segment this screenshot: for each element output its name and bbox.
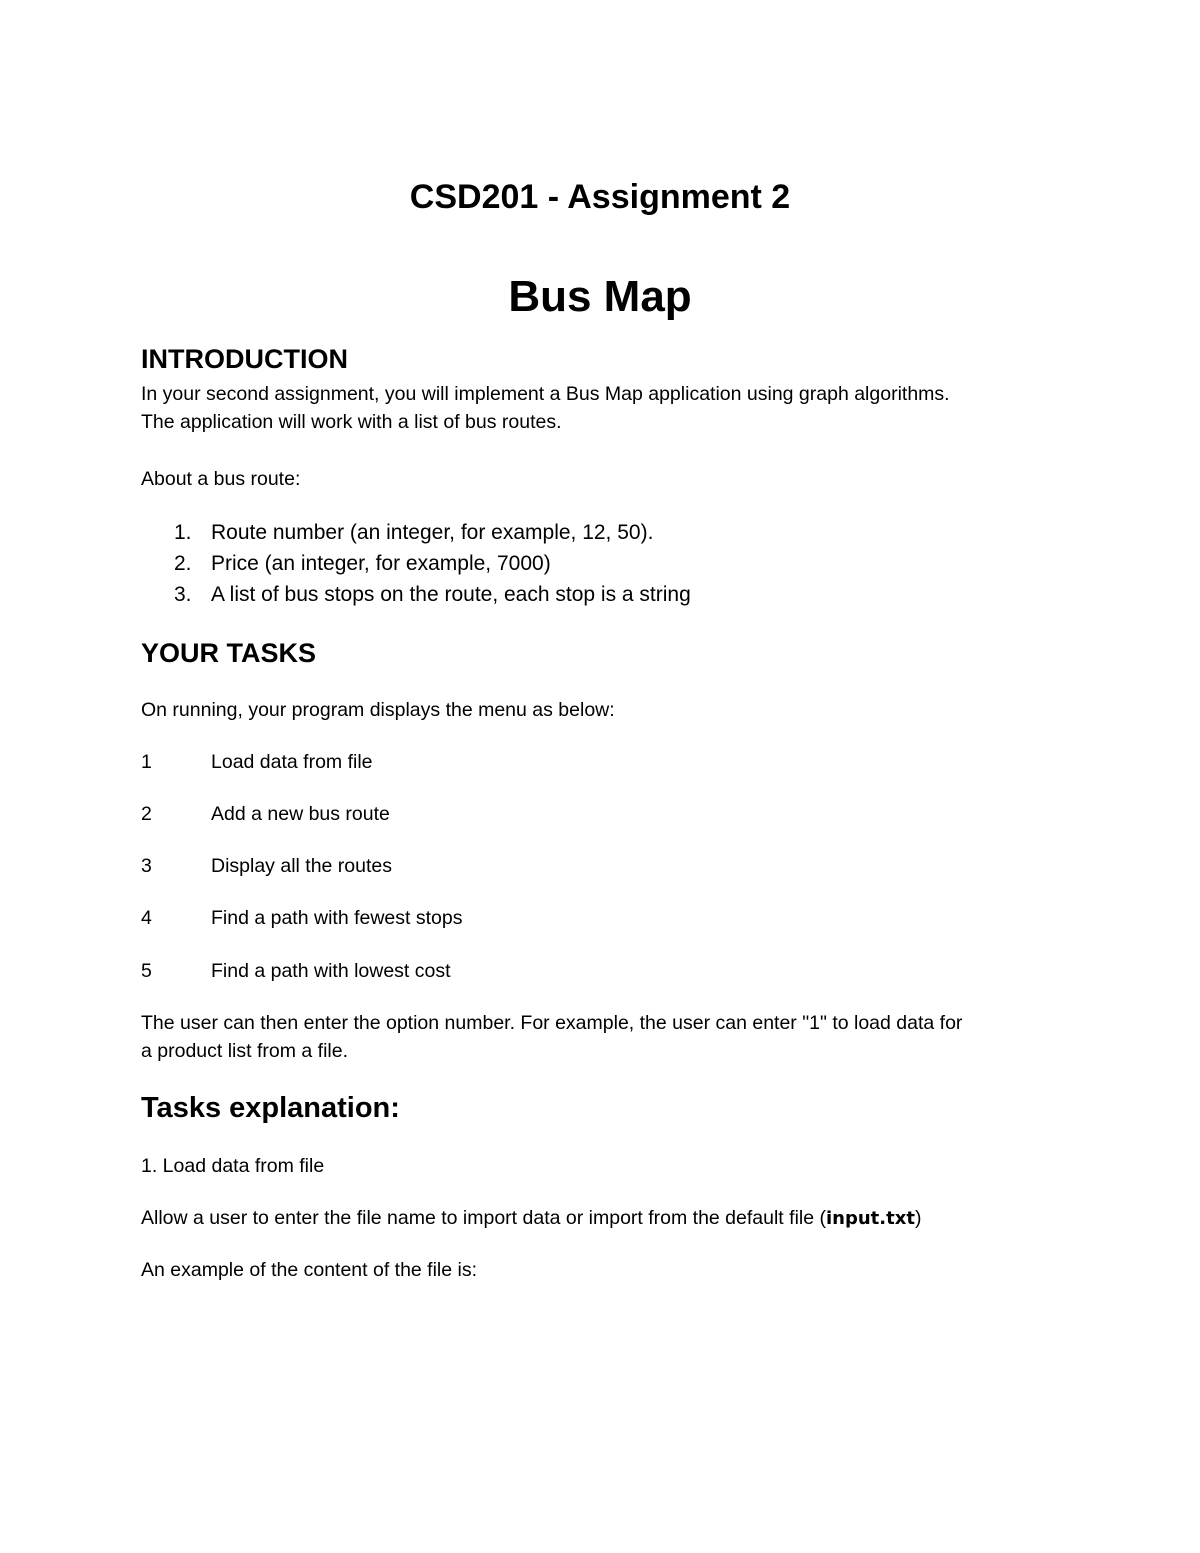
menu-option-fewest-stops: Find a path with fewest stops — [211, 907, 463, 929]
list-item-number: 1. — [174, 521, 192, 544]
about-bus-route: About a bus route: — [141, 468, 301, 490]
menu-option-number: 5 — [141, 960, 152, 982]
task-1-description — [141, 1204, 921, 1233]
your-tasks-heading: YOUR TASKS — [141, 638, 317, 668]
menu-option-load-data: Load data from file — [211, 751, 373, 773]
task-1-desc-suffix: ) — [914, 1207, 922, 1229]
intro-line-2: The application will work with a list of bus routes. — [141, 411, 562, 433]
list-item-number: 3. — [174, 583, 192, 606]
default-file-name: input.txt — [826, 1208, 915, 1229]
task-1-desc-prefix: Allow a user to enter the file name to import data or import from the default file ( — [141, 1207, 826, 1229]
list-item: A list of bus stops on the route, each stop is a string — [211, 583, 691, 606]
menu-option-number: 3 — [141, 855, 152, 877]
list-item: Price (an integer, for example, 7000) — [211, 552, 551, 575]
list-item-number: 2. — [174, 552, 192, 575]
menu-option-number: 1 — [141, 751, 152, 773]
task-1-title: 1. Load data from file — [141, 1155, 325, 1177]
menu-option-number: 4 — [141, 907, 152, 929]
menu-option-number: 2 — [141, 803, 152, 825]
tasks-explanation-heading: Tasks explanation: — [141, 1092, 400, 1124]
menu-option-display-routes: Display all the routes — [211, 855, 393, 877]
file-example-intro: An example of the content of the file is: — [141, 1259, 478, 1281]
menu-option-add-route: Add a new bus route — [211, 803, 390, 825]
after-menu-line-2: a product list from a file. — [141, 1040, 348, 1062]
menu-intro: On running, your program displays the menu as below: — [141, 699, 615, 721]
introduction-heading: INTRODUCTION — [141, 344, 348, 374]
menu-option-lowest-cost: Find a path with lowest cost — [211, 960, 451, 982]
course-title: CSD201 - Assignment 2 — [409, 178, 791, 216]
page-title: Bus Map — [508, 272, 692, 321]
list-item: Route number (an integer, for example, 12, 50). — [211, 521, 654, 544]
after-menu-line-1: The user can then enter the option number. For example, the user can enter "1" to load data for — [141, 1012, 963, 1034]
intro-line-1: In your second assignment, you will implement a Bus Map application using graph algorithms. — [141, 383, 950, 405]
